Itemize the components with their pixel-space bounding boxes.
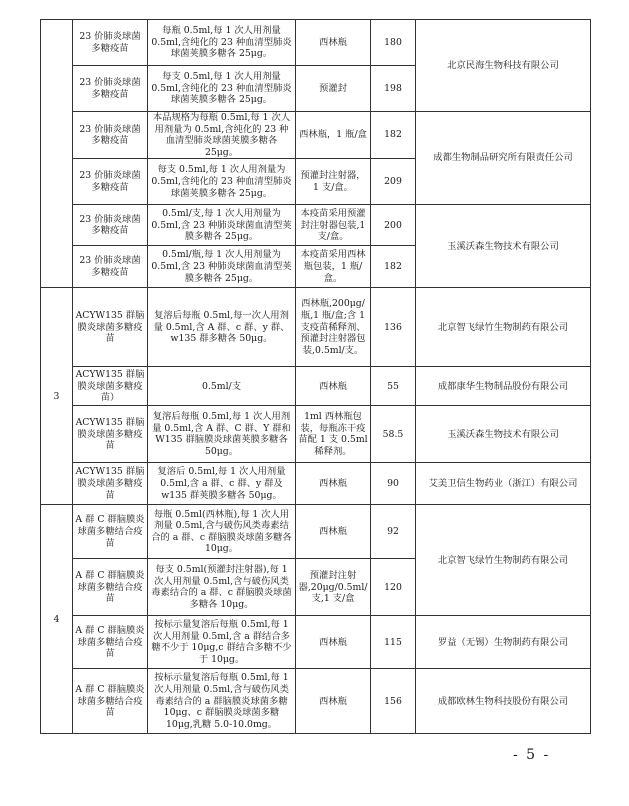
- vaccine-name: 23 价肺炎球菌多糖疫苗: [73, 66, 148, 112]
- vaccine-price: 92: [371, 505, 416, 559]
- vaccine-package: 预灌封注射器，1 支/盒。: [296, 159, 371, 205]
- vaccine-spec: 每支 0.5ml,每 1 次人用剂量为 0.5ml,含纯化的 23 种血清型肺炎球菌荚膜多糖各 25μg。: [148, 159, 296, 205]
- group-cell: [41, 20, 73, 288]
- group-number: 3: [41, 288, 73, 505]
- vaccine-package: 西林瓶: [296, 367, 371, 406]
- vaccine-price: 58.5: [371, 406, 416, 463]
- table-row: [41, 669, 591, 734]
- company-name: 北京智飞绿竹生物制药有限公司: [416, 288, 591, 367]
- table-row: [41, 112, 591, 159]
- company-name: 成都欧林生物科技股份有限公司: [416, 669, 591, 734]
- table-row: [41, 406, 591, 463]
- vaccine-name: A 群 C 群脑膜炎球菌多糖结合疫苗: [73, 669, 148, 734]
- table-row: [41, 505, 591, 559]
- company-name: 北京智飞绿竹生物制药有限公司: [416, 505, 591, 616]
- vaccine-price: 198: [371, 66, 416, 112]
- vaccine-price: 120: [371, 559, 416, 616]
- page-number: - 5 -: [513, 747, 551, 763]
- vaccine-name: ACYW135 群脑膜炎球菌多糖疫苗: [73, 463, 148, 505]
- vaccine-package: 1ml 西林瓶包装，每瓶冻干疫苗配 1 支 0.5ml 稀释剂。: [296, 406, 371, 463]
- vaccine-spec: 每瓶 0.5ml(西林瓶),每 1 次人用剂量 0.5ml,含与破伤风类毒素结合的 a 群、c 群脑膜炎球菌多糖各 10μg。: [148, 505, 296, 559]
- vaccine-name: 23 价肺炎球菌多糖疫苗: [73, 20, 148, 66]
- vaccine-price: 200: [371, 205, 416, 246]
- table-row: [41, 616, 591, 669]
- vaccine-spec: 每瓶 0.5ml,每 1 次人用剂量 0.5ml,含纯化的 23 种血清型肺炎球菌荚膜多糖各 25μg。: [148, 20, 296, 66]
- vaccine-package: 西林瓶: [296, 616, 371, 669]
- vaccine-spec: 本品规格为每瓶 0.5ml,每 1 次人用剂量为 0.5ml,含纯化的 23 种血清型肺炎球菌荚膜多糖各 25μg。: [148, 112, 296, 159]
- vaccine-price: 55: [371, 367, 416, 406]
- vaccine-package: 西林瓶，1 瓶/盒: [296, 112, 371, 159]
- vaccine-name: ACYW135 群脑膜炎球菌多糖疫苗）: [73, 367, 148, 406]
- vaccine-price: 115: [371, 616, 416, 669]
- vaccine-package: 预灌封: [296, 66, 371, 112]
- vaccine-spec: 0.5ml/支: [148, 367, 296, 406]
- vaccine-spec: 复溶后每瓶 0.5ml,每 1 次人用剂量 0.5ml,含 A 群、C 群、Y 群和 W135 群脑膜炎球菌荚膜多糖各 50μg。: [148, 406, 296, 463]
- vaccine-price: 182: [371, 112, 416, 159]
- group-number: 4: [41, 505, 73, 734]
- table-row: [41, 288, 591, 367]
- vaccine-name: 23 价肺炎球菌多糖疫苗: [73, 246, 148, 288]
- company-name: 罗益（无锡）生物制药有限公司: [416, 616, 591, 669]
- company-name: 成都康华生物制品股份有限公司: [416, 367, 591, 406]
- table-row: [41, 463, 591, 505]
- vaccine-price: 156: [371, 669, 416, 734]
- vaccine-name: A 群 C 群脑膜炎球菌多糖结合疫苗: [73, 616, 148, 669]
- table-row: [41, 367, 591, 406]
- vaccine-spec: 每支 0.5ml,每 1 次人用剂量 0.5ml,含纯化的 23 种血清型肺炎球菌荚膜多糖各 25μg。: [148, 66, 296, 112]
- vaccine-spec: 复溶后每瓶 0.5ml,每一次人用剂量 0.5ml,含 A 群、c 群、y 群、w135 群多糖各 50μg。: [148, 288, 296, 367]
- vaccine-price: 136: [371, 288, 416, 367]
- vaccine-package: 西林瓶: [296, 669, 371, 734]
- vaccine-package: 西林瓶: [296, 463, 371, 505]
- table-row: [41, 205, 591, 246]
- company-name: 艾美卫信生物药业（浙江）有限公司: [416, 463, 591, 505]
- company-name: 成都生物制品研究所有限责任公司: [416, 112, 591, 205]
- vaccine-spec: 0.5ml/瓶,每 1 次人用剂量为 0.5ml,含 23 种肺炎球菌血清型荚膜多糖各 25μg。: [148, 246, 296, 288]
- vaccine-name: A 群 C 群脑膜炎球菌多糖结合疫苗: [73, 559, 148, 616]
- vaccine-spec: 0.5ml/支,每 1 次人用剂量为 0.5ml,含 23 种肺炎球菌血清型荚膜多糖各 25μg。: [148, 205, 296, 246]
- vaccine-name: A 群 C 群脑膜炎球菌多糖结合疫苗: [73, 505, 148, 559]
- vaccine-package: 西林瓶: [296, 505, 371, 559]
- vaccine-spec: 按标示量复溶后每瓶 0.5ml,每 1 次人用剂量 0.5ml,含与破伤风类毒素结合的 a 群脑膜炎球菌多糖 10μg、c 群脑膜炎球菌多糖 10μg,乳糖 5.0-10.0mg。: [148, 669, 296, 734]
- vaccine-package: 西林瓶: [296, 20, 371, 66]
- vaccine-package: 本疫苗采用预灌封注射器包装,1 支/盒。: [296, 205, 371, 246]
- table-row: [41, 20, 591, 66]
- vaccine-price: 209: [371, 159, 416, 205]
- vaccine-price: 90: [371, 463, 416, 505]
- vaccine-name: 23 价肺炎球菌多糖疫苗: [73, 205, 148, 246]
- vaccine-price-table: [40, 19, 591, 734]
- vaccine-package: 本疫苗采用西林瓶包装，1 瓶/盒。: [296, 246, 371, 288]
- vaccine-package: 预灌封注射器,20μg/0.5ml/支,1 支/盒: [296, 559, 371, 616]
- company-name: 玉溪沃森生物技术有限公司: [416, 406, 591, 463]
- vaccine-name: ACYW135 群脑膜炎球菌多糖疫苗: [73, 288, 148, 367]
- vaccine-price: 182: [371, 246, 416, 288]
- vaccine-name: 23 价肺炎球菌多糖疫苗: [73, 112, 148, 159]
- vaccine-spec: 按标示量复溶后每瓶 0.5ml,每 1 次人用剂量 0.5ml,含 a 群结合多糖不少于 10μg,c 群结合多糖不少于 10μg。: [148, 616, 296, 669]
- vaccine-name: 23 价肺炎球菌多糖疫苗: [73, 159, 148, 205]
- vaccine-package: 西林瓶,200μg/瓶,1 瓶/盒;含 1 支疫苗稀释剂、预灌封注射器包装,0.5ml/支。: [296, 288, 371, 367]
- vaccine-name: ACYW135 群脑膜炎球菌多糖疫苗: [73, 406, 148, 463]
- company-name: 北京民海生物科技有限公司: [416, 20, 591, 112]
- vaccine-spec: 每支 0.5ml(预灌封注射器),每 1 次人用剂量 0.5ml,含与破伤风类毒素结合的 a 群、c 群脑膜炎球菌多糖各 10μg。: [148, 559, 296, 616]
- company-name: 玉溪沃森生物技术有限公司: [416, 205, 591, 288]
- vaccine-spec: 复溶后 0.5ml,每 1 次人用剂量 0.5ml,含 a 群、c 群、y 群及 w135 群荚膜多糖各 50μg。: [148, 463, 296, 505]
- vaccine-price: 180: [371, 20, 416, 66]
